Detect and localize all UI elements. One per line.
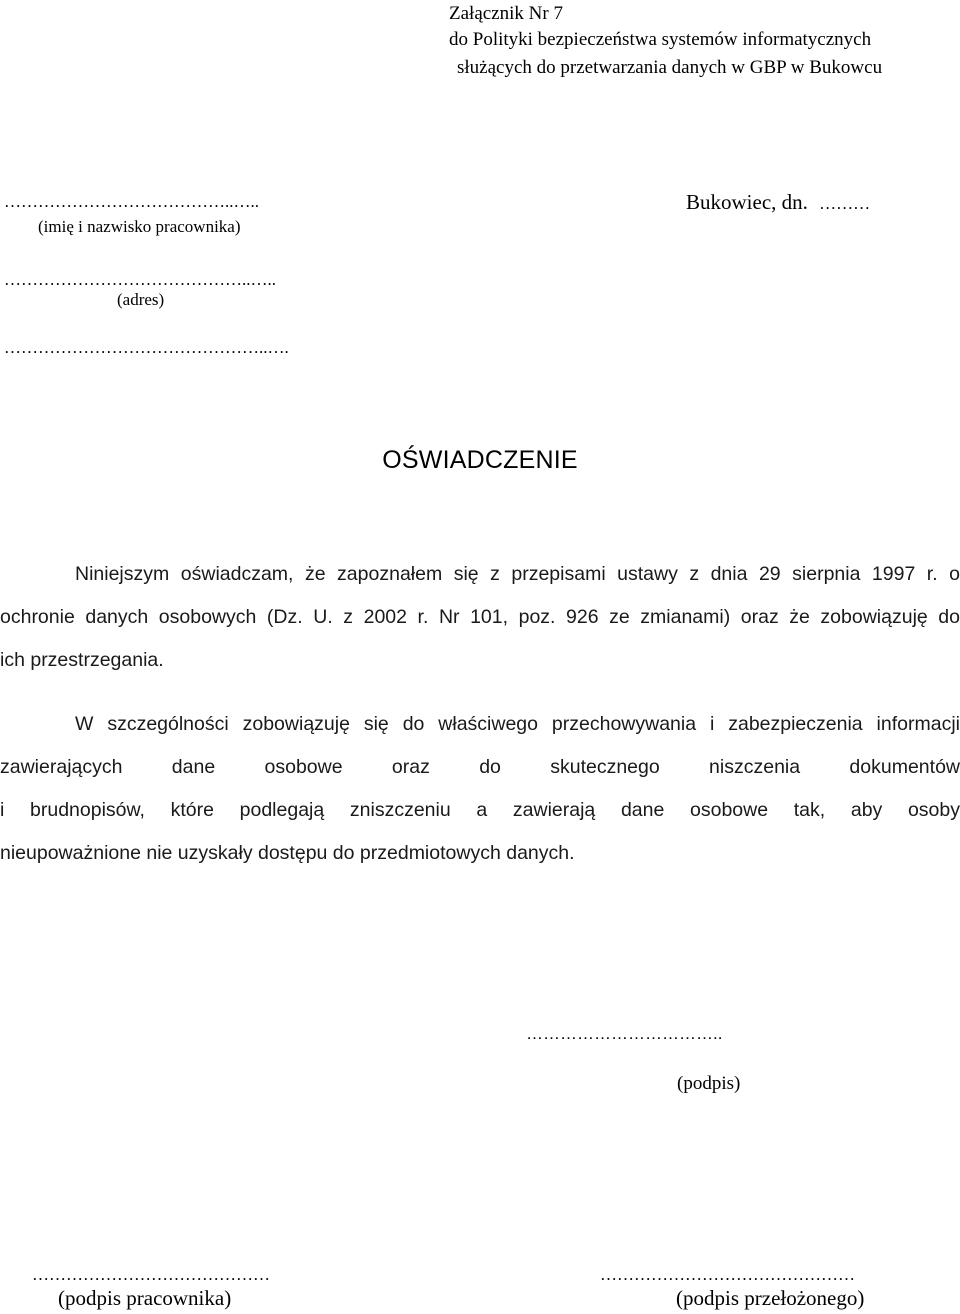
annex-subtitle-line-2: służących do przetwarzania danych w GBP w Bukowcu [457, 57, 883, 78]
paragraph-line: Niniejszym oświadczam, że zapoznałem się z przepisami ustawy z dnia 29 sierpnia 1997 r. o [75, 563, 960, 585]
paragraph-line: nieupoważnione nie uzyskały dostępu do przedmiotowych danych. [0, 842, 575, 864]
paragraph-obligation [0, 703, 960, 875]
paragraph-line: zawierających dane osobowe oraz do skutecznego niszczenia dokumentów [0, 756, 960, 778]
place-date [686, 190, 870, 215]
annex-title: Załącznik Nr 7 [449, 3, 563, 24]
paragraph-declaration [0, 553, 960, 682]
place-date-dots: ……… [819, 194, 871, 213]
address-dots-second: ………………………………………..…. [4, 338, 289, 357]
paragraph-line: i brudnopisów, które podlegają zniszczeniu a zawierają dane osobowe tak, aby osoby [0, 799, 960, 821]
signature-label: (podpis) [677, 1073, 741, 1094]
supervisor-signature-dots: ……………………………………… [600, 1265, 855, 1284]
signature-dots: …………………………….. [526, 1024, 723, 1043]
employee-name-label: (imię i nazwisko pracownika) [38, 217, 241, 236]
employee-signature-dots: …………………………………… [32, 1265, 270, 1284]
paragraph-line: ochronie danych osobowych (Dz. U. z 2002 r. Nr 101, poz. 926 ze zmianami) oraz że zobowiązuję do [0, 606, 960, 628]
document-title: OŚWIADCZENIE [382, 446, 578, 474]
address-label: (adres) [117, 290, 165, 309]
address-dots: ……………………………………..….. [4, 270, 276, 289]
annex-subtitle-line-1: do Polityki bezpieczeństwa systemów informatycznych [449, 29, 872, 50]
employee-name-dots: …………………………………..….. [4, 192, 259, 211]
paragraph-line: ich przestrzegania. [0, 649, 164, 671]
place-date-text: Bukowiec, dn. [686, 190, 808, 214]
employee-signature-label: (podpis pracownika) [58, 1286, 232, 1310]
paragraph-line: W szczególności zobowiązuję się do właściwego przechowywania i zabezpieczenia informacji [75, 713, 960, 735]
supervisor-signature-label: (podpis przełożonego) [676, 1286, 865, 1310]
